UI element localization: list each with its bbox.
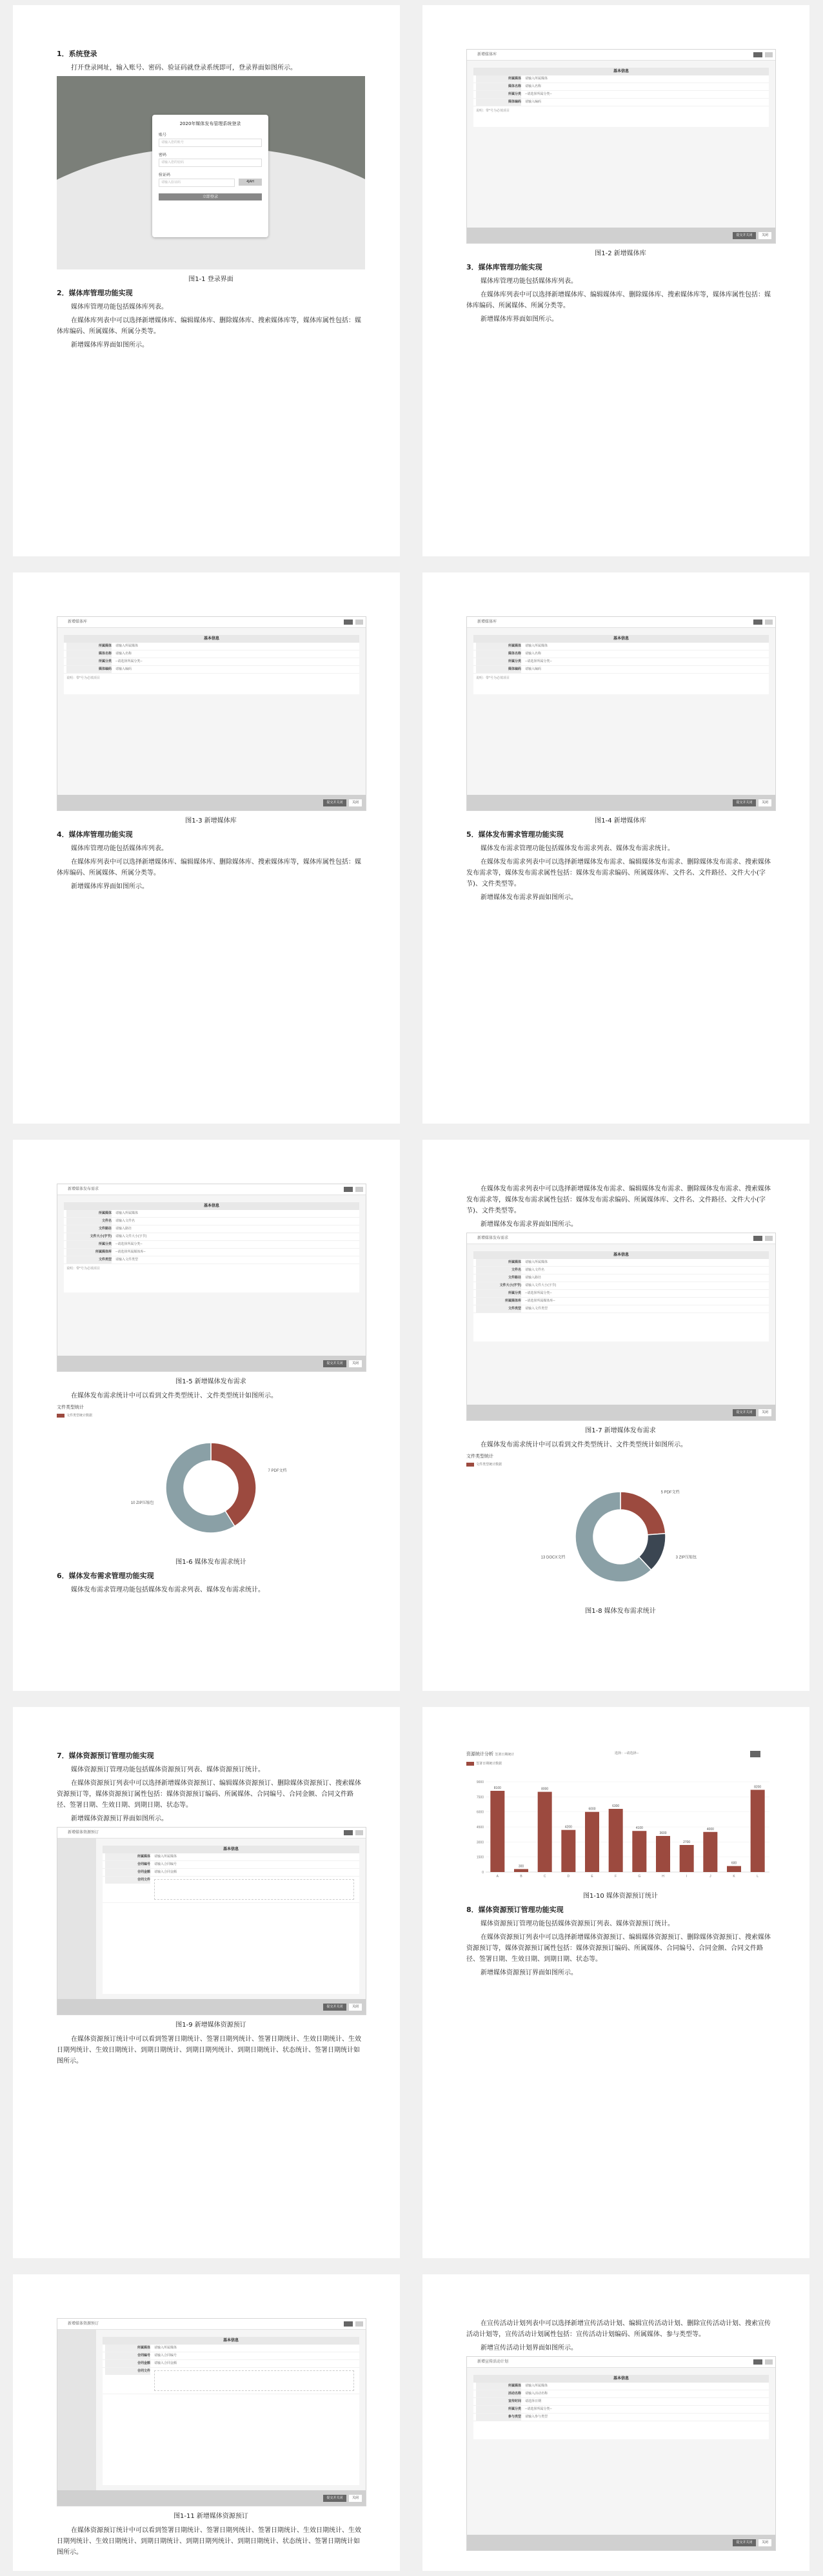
- field-label: 文件类型: [66, 1256, 112, 1264]
- save-button[interactable]: 提交并关闭: [733, 1409, 756, 1416]
- form-note: 说明：带*号为必填项目: [66, 1267, 100, 1271]
- pie-chart-1: [57, 1404, 365, 1552]
- field-label: 活动名称: [476, 2390, 521, 2397]
- caption: 图1-4 新增媒体库: [595, 817, 646, 825]
- form-screenshot: [57, 616, 366, 811]
- chart-title: 文件类型统计: [57, 1405, 84, 1410]
- form-title: 基本信息: [64, 635, 359, 643]
- page-3: [13, 572, 400, 1124]
- window-title: 新增宣传活动计划: [477, 2360, 509, 2364]
- login-button[interactable]: 立即登录: [159, 193, 262, 200]
- y-tick: 9000: [476, 1781, 484, 1784]
- close-button[interactable]: 关闭: [759, 1409, 771, 1416]
- field-label: 所属媒体: [476, 1259, 521, 1266]
- field-label: 所属媒体库: [66, 1249, 112, 1256]
- paragraph: 在媒体库列表中可以选择新增媒体库、编辑媒体库、删除媒体库、搜索媒体库等，媒体库属性包括：媒体库编码、所属媒体、所属分类等。: [57, 859, 361, 877]
- paragraph: 在宣传活动计划列表中可以选择新增宣传活动计划、编辑宣传活动计划、删除宣传活动计划、搜索宣传活动计划等，宣传活动计划属性包括：宣传活动计划编码、所属媒体、参与类型等。: [466, 2320, 771, 2338]
- field-label: 媒体编码: [476, 666, 521, 673]
- field-input[interactable]: 请输入文件名: [525, 1268, 545, 1272]
- page-10: [422, 2274, 809, 2571]
- bar-label-0: 8100: [493, 1786, 501, 1790]
- page-4: [422, 572, 809, 1124]
- field-label: 所属分类: [476, 1290, 521, 1297]
- caption: 图1-2 新增媒体库: [595, 250, 646, 257]
- field-select[interactable]: --请选择所属媒体库--: [525, 1299, 555, 1303]
- save-button[interactable]: 提交并关闭: [733, 2539, 756, 2546]
- bar-label-2: 8000: [541, 1787, 549, 1791]
- bar-0: [490, 1791, 504, 1872]
- window-title: 新增媒体库: [477, 53, 497, 57]
- bar-8: [680, 1845, 694, 1872]
- window-title: 新增媒体资源预订: [68, 1831, 99, 1835]
- bar-chart-svg: [466, 1769, 775, 1885]
- field-input[interactable]: 请输入名称: [525, 652, 542, 656]
- pie-slice-0: [620, 1492, 666, 1535]
- chart-subtitle: 签署日期统计: [495, 1753, 515, 1757]
- field-input[interactable]: 请输入所属媒体: [525, 1260, 548, 1264]
- field-input[interactable]: 请输入文件名: [115, 1219, 135, 1223]
- close-button[interactable]: 关闭: [759, 799, 771, 806]
- pie-label-1: 3 ZIP压缩包: [675, 1556, 697, 1560]
- x-tick-10: K: [733, 1875, 735, 1878]
- paragraph: 在媒体库列表中可以选择新增媒体库、编辑媒体库、删除媒体库、搜索媒体库等，媒体库属性包括：媒体库编码、所属媒体、所属分类等。: [466, 291, 771, 309]
- login-screenshot: [57, 76, 365, 269]
- field-input[interactable]: 请输入合同编号: [154, 1862, 177, 1866]
- form-screenshot: [466, 49, 776, 244]
- paragraph: 新增媒体库界面如图所示。: [481, 316, 558, 323]
- paragraph: 在媒体发布需求列表中可以选择新增媒体发布需求、编辑媒体发布需求、删除媒体发布需求、搜索媒体发布需求等，媒体发布需求属性包括：媒体发布需求编码、所属媒体库、文件名、文件路径、文件大小(字节)、文件类型等。: [466, 1186, 771, 1215]
- page-8: [422, 1707, 809, 2258]
- field-input[interactable]: 请输入所属媒体: [525, 644, 548, 648]
- form-screenshot: [57, 1184, 366, 1372]
- close-button[interactable]: 关闭: [759, 232, 771, 239]
- close-button[interactable]: 关闭: [759, 2539, 771, 2546]
- chart-title: 文件类型统计: [466, 1454, 493, 1459]
- chart-filter[interactable]: 选择：--请选择--: [615, 1751, 639, 1755]
- x-tick-2: C: [543, 1875, 546, 1878]
- paragraph: 在媒体资源预订统计中可以看到签署日期统计、签署日期列统计、签署日期统计、生效日期统计、生效日期列统计、生效日期统计、到期日期统计、到期日期列统计、到期日期统计、状态统计、签署日期统计如图所示。: [57, 2036, 361, 2065]
- caption: 图1-3 新增媒体库: [185, 817, 237, 825]
- login-box: [152, 115, 268, 237]
- user-label: 账号: [159, 133, 167, 137]
- field-label: 所属媒体: [66, 1210, 112, 1217]
- bar-11: [751, 1790, 765, 1872]
- form-title: 基本信息: [473, 68, 769, 75]
- save-button[interactable]: 提交并关闭: [733, 799, 756, 806]
- field-input[interactable]: 请选择日期: [525, 2399, 542, 2403]
- field-input[interactable]: 请输入文件类型: [115, 1258, 139, 1262]
- close-button[interactable]: 关闭: [349, 799, 362, 806]
- y-tick: 6000: [476, 1810, 484, 1815]
- pie-chart-svg: [57, 1423, 365, 1552]
- window-title: 新增媒体库: [68, 620, 88, 624]
- form-screenshot: [466, 1233, 776, 1421]
- field-label: 所属分类: [66, 1241, 112, 1248]
- form-title: 基本信息: [103, 1846, 359, 1853]
- pie-label-0: 7 PDF文档: [268, 1469, 287, 1473]
- form-screenshot: [466, 616, 776, 811]
- field-label: 所属分类: [476, 2406, 521, 2413]
- field-select[interactable]: --请选择所属分类--: [525, 659, 552, 663]
- bar-3: [561, 1830, 575, 1872]
- field-label: 所属媒体: [476, 2383, 521, 2390]
- pie-chart-2: [466, 1453, 775, 1601]
- caption: 图1-5 新增媒体发布需求: [175, 1378, 246, 1385]
- bar-label-8: 2700: [683, 1840, 691, 1844]
- field-input[interactable]: 请输入所属媒体: [525, 2384, 548, 2388]
- bar-10: [727, 1866, 741, 1872]
- form-screenshot: [57, 2318, 366, 2506]
- paragraph: 媒体发布需求管理功能包括媒体发布需求列表、媒体发布需求统计。: [71, 1586, 264, 1594]
- pie-chart-svg: [466, 1472, 775, 1601]
- chart-title: 资源统计分析: [466, 1751, 493, 1757]
- field-input[interactable]: 请输入文件大小(字节): [525, 1283, 557, 1287]
- bar-label-9: 4000: [706, 1827, 714, 1831]
- section-title: 5．媒体发布需求管理功能实现: [466, 830, 564, 839]
- bar-5: [609, 1809, 623, 1872]
- field-input[interactable]: 请输入所属媒体: [525, 77, 548, 81]
- field-label: 所属媒体: [105, 2345, 150, 2352]
- field-label: 媒体编码: [476, 99, 521, 106]
- save-button[interactable]: 提交并关闭: [323, 2495, 346, 2502]
- field-label: 媒体名称: [66, 650, 112, 658]
- field-label: 合同金额: [105, 1869, 150, 1876]
- bar-label-11: 8200: [754, 1785, 762, 1790]
- y-tick: 4500: [476, 1826, 484, 1830]
- bar-7: [656, 1836, 670, 1872]
- y-tick: 0: [482, 1871, 484, 1875]
- section-title: 4．媒体库管理功能实现: [57, 830, 133, 839]
- field-label: 合同文件: [105, 2368, 150, 2375]
- paragraph: 新增媒体资源预订界面如图所示。: [71, 1815, 168, 1822]
- form-screenshot: [57, 1827, 366, 2015]
- paragraph: 媒体资源预订管理功能包括媒体资源预订列表、媒体资源预订统计。: [71, 1766, 264, 1773]
- x-tick-7: H: [662, 1875, 664, 1878]
- page-5: [13, 1140, 400, 1691]
- save-button[interactable]: 提交并关闭: [323, 2004, 346, 2011]
- bar-label-4: 6000: [588, 1807, 596, 1811]
- x-tick-1: B: [520, 1875, 522, 1878]
- field-input[interactable]: 请输入编码: [115, 667, 132, 671]
- field-label: 合同编号: [105, 2352, 150, 2359]
- paragraph: 打开登录网址，输入账号、密码、验证码就登录系统即可，登录界面如图所示。: [71, 64, 297, 72]
- field-label: 宣传时间: [476, 2398, 521, 2405]
- x-tick-6: G: [638, 1875, 641, 1878]
- field-label: 文件大小(字节): [66, 1233, 112, 1240]
- bar-4: [585, 1812, 599, 1872]
- field-label: 文件类型: [476, 1305, 521, 1312]
- field-label: 文件大小(字节): [476, 1282, 521, 1289]
- field-label: 文件名: [66, 1218, 112, 1225]
- field-select[interactable]: --请选择所属分类--: [525, 92, 552, 96]
- field-label: 所属分类: [476, 91, 521, 98]
- field-select[interactable]: --请选择所属媒体库--: [115, 1250, 146, 1254]
- field-input[interactable]: 请输入合同编号: [154, 2354, 177, 2357]
- page-6: [422, 1140, 809, 1691]
- field-input[interactable]: 请输入合同金额: [154, 1870, 177, 1874]
- form-title: 基本信息: [64, 1202, 359, 1210]
- field-label: 文件路径: [476, 1274, 521, 1282]
- bar-label-3: 4200: [564, 1825, 572, 1830]
- field-input[interactable]: 请输入参与类型: [525, 2415, 548, 2419]
- caption: 图1-1 登录界面: [188, 276, 233, 283]
- y-tick: 7500: [476, 1795, 484, 1800]
- file-editor[interactable]: [154, 1879, 354, 1900]
- field-label: 所属分类: [476, 658, 521, 665]
- paragraph: 新增媒体库界面如图所示。: [71, 883, 148, 890]
- field-label: 合同金额: [105, 2360, 150, 2367]
- paragraph: 新增媒体资源预订界面如图所示。: [481, 1969, 577, 1976]
- caption: 图1-8 媒体发布需求统计: [585, 1608, 656, 1615]
- caption: 图1-6 媒体发布需求统计: [175, 1559, 246, 1566]
- field-input[interactable]: 请输入文件类型: [525, 1307, 548, 1311]
- field-select[interactable]: --请选择所属分类--: [115, 659, 143, 663]
- login-title: 2020年媒体发布管理系统登录: [179, 121, 241, 126]
- field-input[interactable]: 请输入合同金额: [154, 2361, 177, 2365]
- x-tick-11: L: [757, 1875, 759, 1878]
- paragraph: 在媒体资源预订统计中可以看到签署日期统计、签署日期列统计、签署日期统计、生效日期统计、生效日期列统计、生效日期统计、到期日期统计、到期日期列统计、到期日期统计、状态统计、签署日期统计如图所示。: [57, 2527, 361, 2556]
- save-button[interactable]: 提交并关闭: [323, 799, 346, 806]
- form-title: 基本信息: [473, 2375, 769, 2383]
- field-select[interactable]: --请选择所属分类--: [525, 2407, 552, 2411]
- paragraph: 在媒体库列表中可以选择新增媒体库、编辑媒体库、删除媒体库、搜索媒体库等，媒体库属性包括：媒体库编码、所属媒体、所属分类等。: [57, 317, 361, 335]
- section-title: 1．系统登录: [57, 50, 97, 58]
- password-input[interactable]: 请输入您的密码: [159, 159, 262, 167]
- section-title: 6．媒体发布需求管理功能实现: [57, 1572, 154, 1580]
- chart-legend: 文件类型统计数据: [66, 1414, 93, 1418]
- bar-2: [538, 1792, 552, 1872]
- bar-6: [632, 1831, 646, 1872]
- x-tick-9: J: [709, 1875, 711, 1878]
- field-input[interactable]: 请输入编码: [525, 100, 542, 104]
- caption: 图1-11 新增媒体资源预订: [174, 2513, 248, 2520]
- pie-label-1: 10 ZIP压缩包: [130, 1501, 154, 1506]
- field-input[interactable]: 请输入所属媒体: [154, 2346, 177, 2350]
- caption: 图1-10 媒体资源预订统计: [583, 1893, 658, 1900]
- field-label: 媒体名称: [476, 650, 521, 658]
- field-input[interactable]: 请输入路径: [525, 1276, 542, 1280]
- caption: 图1-9 新增媒体资源预订: [175, 2022, 246, 2029]
- field-label: 文件名: [476, 1267, 521, 1274]
- pie-label-2: 13 DOCX文档: [540, 1556, 566, 1560]
- bar-label-7: 3600: [659, 1831, 667, 1835]
- field-input[interactable]: 请输入名称: [525, 84, 542, 88]
- field-input[interactable]: 请输入文件大小(字节): [115, 1234, 147, 1238]
- window-title: 新增媒体发布需求: [68, 1187, 99, 1191]
- form-note: 说明：带*号为必填项目: [66, 676, 100, 680]
- section-title: 7．媒体资源预订管理功能实现: [57, 1751, 154, 1760]
- y-tick: 3000: [476, 1840, 484, 1845]
- form-title: 基本信息: [473, 635, 769, 643]
- page-1: [13, 5, 400, 556]
- close-button[interactable]: 关闭: [349, 2004, 362, 2011]
- bar-label-6: 4100: [635, 1826, 643, 1831]
- paragraph: 在媒体资源预订列表中可以选择新增媒体资源预订、编辑媒体资源预订、删除媒体资源预订、搜索媒体资源预订等，媒体资源预订属性包括：媒体资源预订编码、所属媒体、合同编号、合同金额、合同文件路径、签署日期、生效日期、到期日期、状态等。: [466, 1934, 771, 1963]
- paragraph: 在媒体资源预订列表中可以选择新增媒体资源预订、编辑媒体资源预订、删除媒体资源预订、搜索媒体资源预订等，媒体资源预订属性包括：媒体资源预订编码、所属媒体、合同编号、合同金额、合同文件路径、签署日期、生效日期、到期日期、状态等。: [57, 1780, 361, 1809]
- captcha-image[interactable]: 4JAH: [239, 179, 262, 186]
- section-title: 8．媒体资源预订管理功能实现: [466, 1906, 564, 1914]
- paragraph: 媒体库管理功能包括媒体库列表。: [71, 845, 168, 852]
- paragraph: 媒体资源预订管理功能包括媒体资源预订列表、媒体资源预订统计。: [481, 1920, 674, 1927]
- field-input[interactable]: 请输入编码: [525, 667, 542, 671]
- bar-9: [703, 1832, 717, 1872]
- paragraph: 新增媒体发布需求界面如图所示。: [481, 894, 577, 901]
- caption: 图1-7 新增媒体发布需求: [585, 1427, 656, 1434]
- form-screenshot: [466, 2356, 776, 2551]
- bar-1: [514, 1869, 528, 1872]
- field-input[interactable]: 请输入所属媒体: [115, 1211, 139, 1215]
- y-tick: 1500: [476, 1855, 484, 1860]
- close-button[interactable]: 关闭: [349, 1360, 362, 1367]
- window-title: 新增媒体资源预订: [68, 2322, 99, 2326]
- page-9: [13, 2274, 400, 2571]
- paragraph: 媒体发布需求管理功能包括媒体发布需求列表、媒体发布需求统计。: [481, 845, 674, 852]
- field-label: 文件路径: [66, 1225, 112, 1233]
- field-input[interactable]: 请输入路径: [115, 1227, 132, 1231]
- paragraph: 在媒体发布需求统计中可以看到文件类型统计、文件类型统计如图所示。: [481, 1441, 687, 1449]
- paragraph: 新增媒体库界面如图所示。: [71, 342, 148, 349]
- field-label: 所属媒体: [476, 75, 521, 83]
- save-button[interactable]: 提交并关闭: [733, 232, 756, 239]
- field-label: 所属媒体: [105, 1853, 150, 1860]
- search-button[interactable]: [750, 1751, 760, 1757]
- captcha-input[interactable]: 请输入验证码: [159, 179, 235, 187]
- field-select[interactable]: --请选择所属分类--: [115, 1242, 143, 1246]
- field-label: 合同编号: [105, 1861, 150, 1868]
- section-title: 3．媒体库管理功能实现: [466, 263, 542, 271]
- bar-label-1: 300: [518, 1864, 524, 1869]
- paragraph: 在媒体发布需求统计中可以看到文件类型统计、文件类型统计如图所示。: [71, 1392, 277, 1400]
- paragraph: 媒体库管理功能包括媒体库列表。: [71, 304, 168, 311]
- x-tick-8: I: [686, 1875, 688, 1878]
- bar-chart: [466, 1751, 775, 1886]
- field-label: 所属媒体库: [476, 1298, 521, 1305]
- code-label: 验证码: [159, 173, 171, 177]
- field-label: 媒体编码: [66, 666, 112, 673]
- paragraph: 新增宣传活动计划界面如图所示。: [481, 2345, 577, 2352]
- field-input[interactable]: 请输入所属媒体: [154, 1855, 177, 1859]
- paragraph: 媒体库管理功能包括媒体库列表。: [481, 278, 577, 285]
- window-title: 新增媒体发布需求: [477, 1236, 509, 1240]
- paragraph: 新增媒体发布需求界面如图所示。: [481, 1221, 577, 1228]
- bar-label-5: 6300: [612, 1804, 620, 1808]
- window-title: 新增媒体库: [477, 620, 497, 624]
- field-label: 所属分类: [66, 658, 112, 665]
- chart-legend: 签署日期统计数据: [476, 1762, 502, 1766]
- form-title: 基本信息: [473, 1251, 769, 1259]
- field-input[interactable]: 请输入所属媒体: [115, 644, 139, 648]
- form-note: 说明：带*号为必填项目: [476, 109, 510, 113]
- x-tick-5: F: [615, 1875, 617, 1878]
- field-label: 所属媒体: [66, 643, 112, 650]
- x-tick-0: A: [496, 1875, 499, 1878]
- field-select[interactable]: --请选择所属分类--: [525, 1291, 552, 1295]
- field-input[interactable]: 请输入名称: [115, 652, 132, 656]
- form-note: 说明：带*号为必填项目: [476, 676, 510, 680]
- field-input[interactable]: 请输入活动名称: [525, 2392, 548, 2395]
- paragraph: 在媒体发布需求列表中可以选择新增媒体发布需求、编辑媒体发布需求、删除媒体发布需求、搜索媒体发布需求等，媒体发布需求属性包括：媒体发布需求编码、所属媒体库、文件名、文件路径、文件大小(字节)、文件类型等。: [466, 859, 771, 888]
- save-button[interactable]: 提交并关闭: [323, 1360, 346, 1367]
- section-title: 2．媒体库管理功能实现: [57, 289, 133, 297]
- bar-label-10: 600: [731, 1861, 737, 1866]
- file-editor[interactable]: [154, 2370, 354, 2391]
- page-2: [422, 5, 809, 556]
- field-label: 所属媒体: [476, 643, 521, 650]
- pwd-label: 密码: [159, 153, 167, 157]
- pie-label-0: 5 PDF文档: [660, 1490, 680, 1495]
- field-label: 合同文件: [105, 1877, 150, 1884]
- x-tick-3: D: [567, 1875, 570, 1878]
- chart-legend: 文件类型统计数据: [476, 1463, 502, 1467]
- x-tick-4: E: [591, 1875, 593, 1878]
- form-title: 基本信息: [103, 2337, 359, 2345]
- close-button[interactable]: 关闭: [349, 2495, 362, 2502]
- user-input[interactable]: 请输入您的账号: [159, 139, 262, 147]
- field-label: 参与类型: [476, 2414, 521, 2421]
- field-label: 媒体名称: [476, 83, 521, 90]
- page-7: [13, 1707, 400, 2258]
